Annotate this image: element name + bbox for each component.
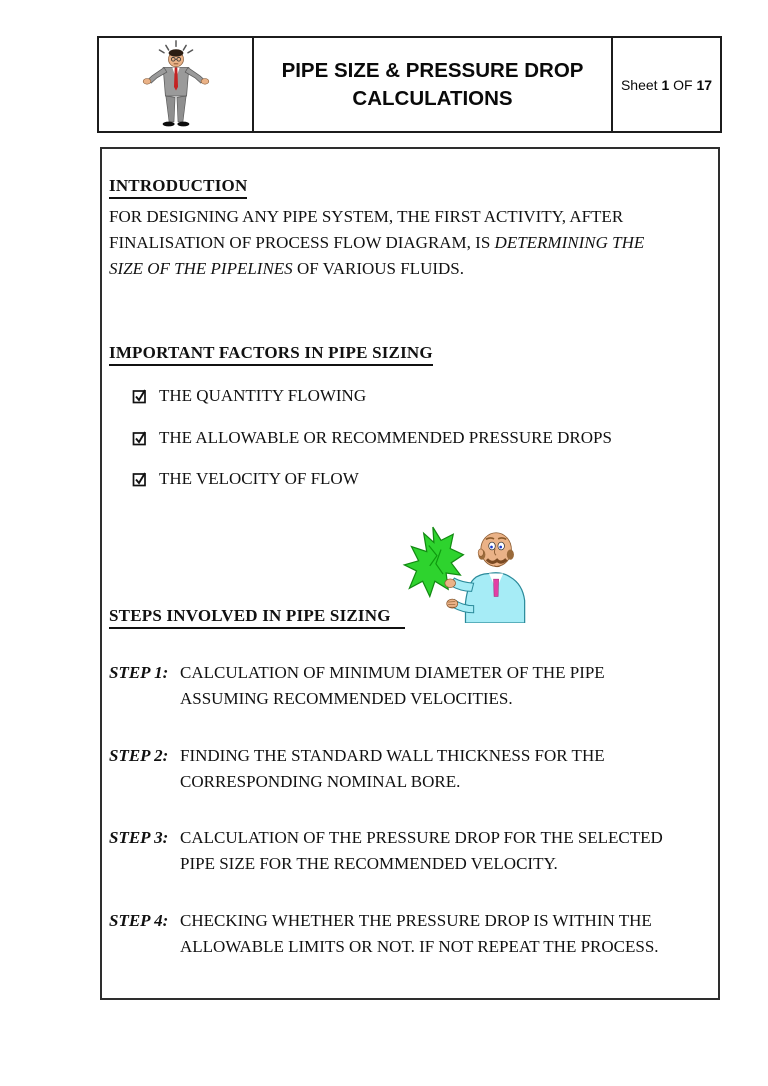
step-text xyxy=(180,908,659,960)
step-text xyxy=(180,825,663,877)
header-logo-cell xyxy=(99,38,254,131)
factor-item xyxy=(132,466,359,492)
step-text-line: CORRESPONDING NOMINAL BORE. xyxy=(180,772,461,791)
checked-checkbox-icon xyxy=(132,430,148,446)
factor-item-label: THE QUANTITY FLOWING xyxy=(159,386,367,405)
header-table xyxy=(97,36,722,133)
checked-checkbox-icon xyxy=(132,388,148,404)
man-holding-green-paper-icon xyxy=(402,521,530,623)
step-text-line: ALLOWABLE LIMITS OR NOT. IF NOT REPEAT THE PROCESS. xyxy=(180,937,659,956)
step-item-4 xyxy=(109,908,709,960)
step-text-line: CALCULATION OF MINIMUM DIAMETER OF THE PIPE xyxy=(180,663,605,682)
step-item-2 xyxy=(109,743,709,795)
sheet-number-label: Sheet 1 OF 17 xyxy=(620,76,713,93)
sheet-number-cell xyxy=(613,38,720,131)
step-text-line: FINDING THE STANDARD WALL THICKNESS FOR THE xyxy=(180,746,605,765)
step-text-line: CALCULATION OF THE PRESSURE DROP FOR THE SELECTED xyxy=(180,828,663,847)
document-title-line-1: PIPE SIZE & PRESSURE DROP xyxy=(281,58,584,82)
document-title-line-2: CALCULATIONS xyxy=(352,86,513,110)
step-item-1 xyxy=(109,660,709,712)
introduction-line: FINALISATION OF PROCESS FLOW DIAGRAM, IS DETERMINING THE xyxy=(109,233,645,252)
introduction-line: FOR DESIGNING ANY PIPE SYSTEM, THE FIRST ACTIVITY, AFTER xyxy=(109,207,624,226)
document-title xyxy=(254,38,613,131)
step-text xyxy=(180,660,605,712)
step-label: STEP 3: xyxy=(109,828,169,847)
introduction-paragraph xyxy=(109,204,709,282)
introduction-heading xyxy=(109,176,247,199)
factor-item-label: THE ALLOWABLE OR RECOMMENDED PRESSURE DROPS xyxy=(159,428,612,447)
steps-heading-text: STEPS INVOLVED IN PIPE SIZING xyxy=(109,606,405,629)
step-item-3 xyxy=(109,825,709,877)
factor-item-label: THE VELOCITY OF FLOW xyxy=(159,469,359,488)
steps-heading xyxy=(109,606,405,629)
checked-checkbox-icon xyxy=(132,471,148,487)
step-label: STEP 2: xyxy=(109,746,169,765)
introduction-line: SIZE OF THE PIPELINES OF VARIOUS FLUIDS. xyxy=(109,259,464,278)
step-text xyxy=(180,743,605,795)
content-box xyxy=(100,147,720,1000)
factors-heading-text: IMPORTANT FACTORS IN PIPE SIZING xyxy=(109,343,433,366)
confused-shrugging-man-icon xyxy=(121,39,231,131)
step-text-line: ASSUMING RECOMMENDED VELOCITIES. xyxy=(180,689,513,708)
step-label: STEP 4: xyxy=(109,911,169,930)
factor-item xyxy=(132,425,612,451)
factors-heading xyxy=(109,343,433,366)
introduction-heading-text: INTRODUCTION xyxy=(109,176,247,199)
step-label: STEP 1: xyxy=(109,663,169,682)
step-text-line: CHECKING WHETHER THE PRESSURE DROP IS WITHIN THE xyxy=(180,911,652,930)
step-text-line: PIPE SIZE FOR THE RECOMMENDED VELOCITY. xyxy=(180,854,558,873)
factor-item xyxy=(132,383,366,409)
